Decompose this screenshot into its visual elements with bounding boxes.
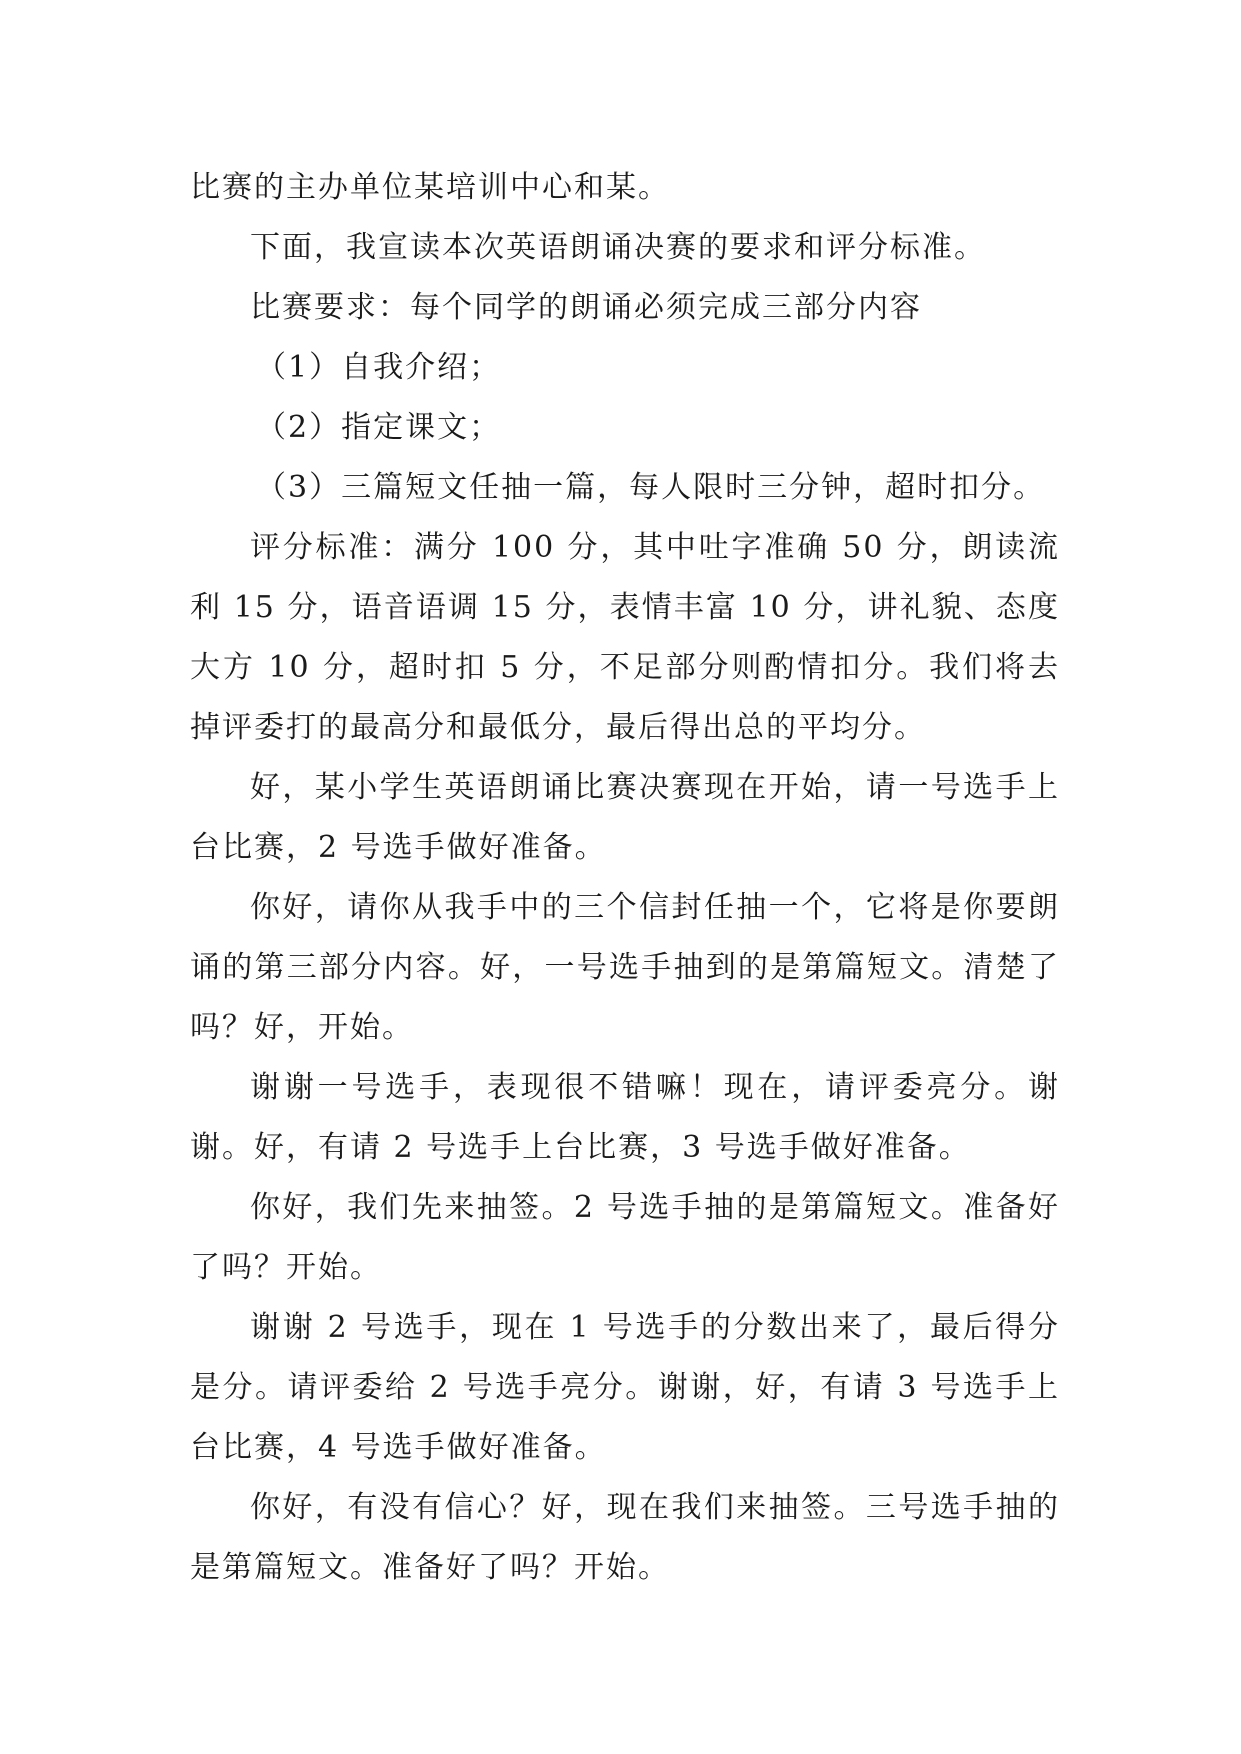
paragraph-requirements: 比赛要求：每个同学的朗诵必须完成三部分内容 xyxy=(250,290,922,325)
paragraph-contestant-2-thanks: 谢谢 2 号选手，现在 1 号选手的分数出来了，最后得分是分。请评委给 2 号选手亮分。谢谢，好，有请 3 号选手上台比赛，4 号选手做好准备。 xyxy=(190,1310,1060,1465)
paragraph-contestant-1-thanks: 谢谢一号选手，表现很不错嘛！现在，请评委亮分。谢谢。好，有请 2 号选手上台比赛，3 号选手做好准备。 xyxy=(190,1070,1060,1165)
list-item-self-intro: （1）自我介绍； xyxy=(256,350,502,385)
paragraph-scoring-criteria: 评分标准：满分 100 分，其中吐字准确 50 分，朗读流利 15 分，语音语调 15 分，表情丰富 10 分，讲礼貌、态度大方 10 分，超时扣 5 分，不足部分则酌情扣分。我们将去掉评委打的最高分和最低分，最后得出总的平均分。 xyxy=(190,530,1060,745)
paragraph-contestant-3-draw: 你好，有没有信心？好，现在我们来抽签。三号选手抽的是第篇短文。准备好了吗？开始。 xyxy=(190,1490,1060,1585)
paragraph-announcement: 下面，我宣读本次英语朗诵决赛的要求和评分标准。 xyxy=(250,230,986,265)
list-item-short-essay: （3）三篇短文任抽一篇，每人限时三分钟，超时扣分。 xyxy=(256,470,1046,505)
document-body xyxy=(190,158,1060,1598)
paragraph-contestant-2-draw: 你好，我们先来抽签。2 号选手抽的是第篇短文。准备好了吗？开始。 xyxy=(190,1190,1060,1285)
list-item-assigned-text: （2）指定课文； xyxy=(256,410,502,445)
paragraph-organizer: 比赛的主办单位某培训中心和某。 xyxy=(190,170,670,205)
paragraph-start-contest: 好，某小学生英语朗诵比赛决赛现在开始，请一号选手上台比赛，2 号选手做好准备。 xyxy=(190,770,1060,865)
paragraph-contestant-1-draw: 你好，请你从我手中的三个信封任抽一个，它将是你要朗诵的第三部分内容。好，一号选手抽到的是第篇短文。清楚了吗？好，开始。 xyxy=(190,890,1060,1045)
